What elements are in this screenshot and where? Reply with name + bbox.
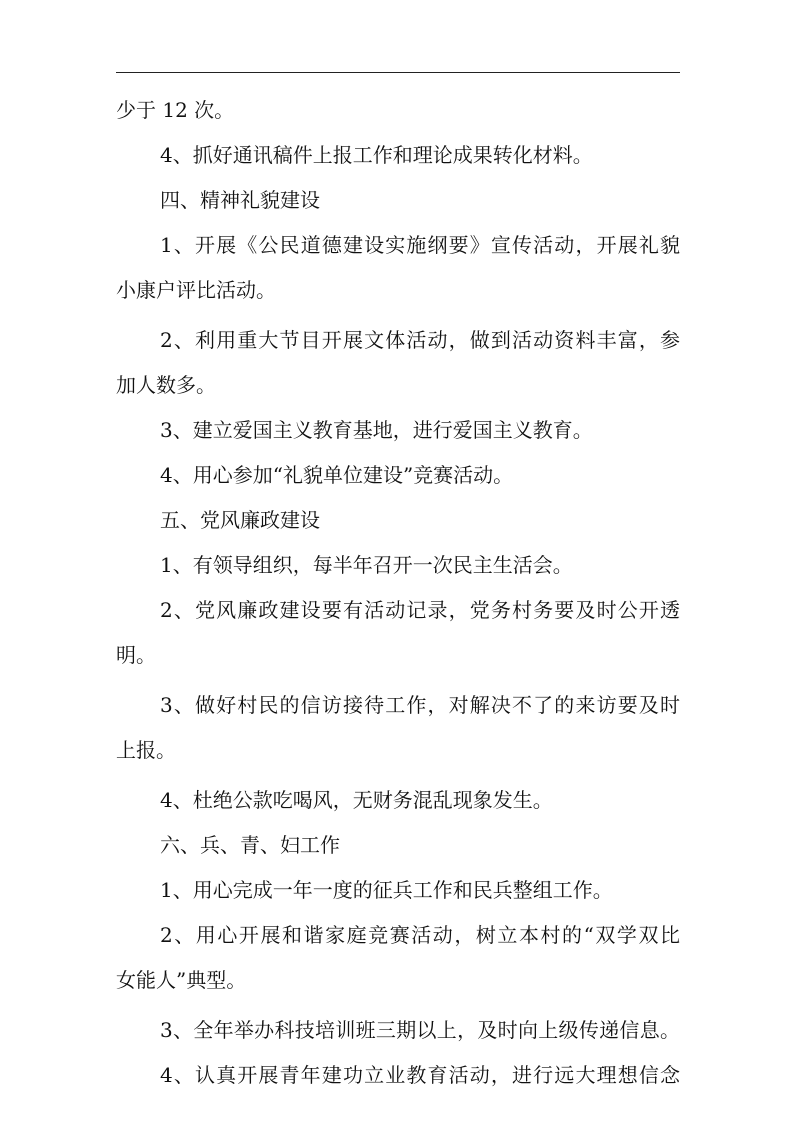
list-item: 4、用心参加“礼貌单位建设”竞赛活动。 [160,463,514,487]
list-item: 2、党风廉政建设要有活动记录，党务村务要及时公开透 [160,598,680,622]
text-line: 女能人”典型。 [116,968,247,992]
text-line: 明。 [116,643,156,667]
text-line: 加人数多。 [116,373,216,397]
list-item: 1、有领导组织，每半年召开一次民主生活会。 [160,553,573,577]
list-item: 2、用心开展和谐家庭竞赛活动，树立本村的“双学双比 [160,923,680,947]
document-body [116,88,680,1098]
section-heading: 六、兵、青、妇工作 [160,833,340,857]
list-item: 4、杜绝公款吃喝风，无财务混乱现象发生。 [160,788,553,812]
text-line: 小康户评比活动。 [116,278,276,302]
header-rule [116,72,680,73]
list-item: 3、建立爱国主义教育基地，进行爱国主义教育。 [160,418,593,442]
text-line: 少于 12 次。 [116,98,235,122]
list-item: 1、用心完成一年一度的征兵工作和民兵整组工作。 [160,878,613,902]
section-heading: 五、党风廉政建设 [160,508,320,532]
list-item: 4、认真开展青年建功立业教育活动，进行远大理想信念 [160,1063,680,1087]
list-item: 3、全年举办科技培训班三期以上，及时向上级传递信息。 [160,1018,680,1042]
list-item: 2、利用重大节目开展文体活动，做到活动资料丰富，参 [160,328,680,352]
list-item: 3、做好村民的信访接待工作，对解决不了的来访要及时 [160,693,680,717]
section-heading: 四、精神礼貌建设 [160,188,320,212]
list-item: 4、抓好通讯稿件上报工作和理论成果转化材料。 [160,143,593,167]
text-line: 上报。 [116,738,176,762]
list-item: 1、开展《公民道德建设实施纲要》宣传活动，开展礼貌 [160,233,680,257]
